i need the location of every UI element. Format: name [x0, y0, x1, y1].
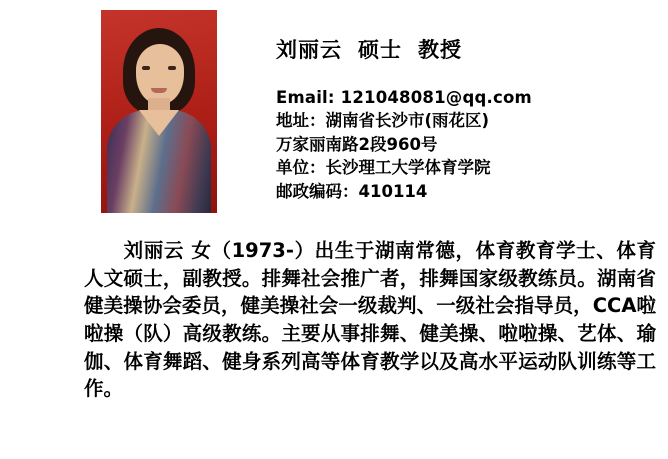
- portrait-photo: [101, 10, 217, 213]
- email-line: Email: 121048081@qq.com: [276, 88, 532, 107]
- person-title: 教授: [418, 38, 462, 62]
- affiliation-line: 单位：长沙理工大学体育学院: [276, 158, 491, 178]
- portrait-face: [136, 44, 184, 104]
- address-line-2: 万家丽南路2段960号: [276, 134, 438, 154]
- biography-paragraph: [84, 237, 656, 403]
- person-degree: 硕士: [358, 38, 402, 62]
- portrait-eye-left: [142, 66, 150, 70]
- biography-text: 刘丽云 女（1973-）出生于湖南常德，体育教育学士、体育人文硕士，副教授。排舞社会推广者，排舞国家级教练员。湖南省健美操协会委员，健美操社会一级裁判、一级社会指导员，CCA啦啦操（队）高级教练。主要从事排舞、健美操、啦啦操、艺体、瑜伽、体育舞蹈、健身系列高等体育教学以及高水平运动队训练等工作。: [84, 239, 656, 401]
- portrait-image: [101, 10, 217, 213]
- address-line-1: 地址：湖南省长沙市(雨花区): [276, 111, 490, 131]
- person-name: 刘丽云: [276, 38, 342, 62]
- portrait-mouth: [151, 88, 167, 93]
- portrait-eye-right: [168, 66, 176, 70]
- postcode-line: 邮政编码：410114: [276, 181, 428, 201]
- contact-block: [276, 34, 656, 203]
- name-title-line: [276, 34, 656, 64]
